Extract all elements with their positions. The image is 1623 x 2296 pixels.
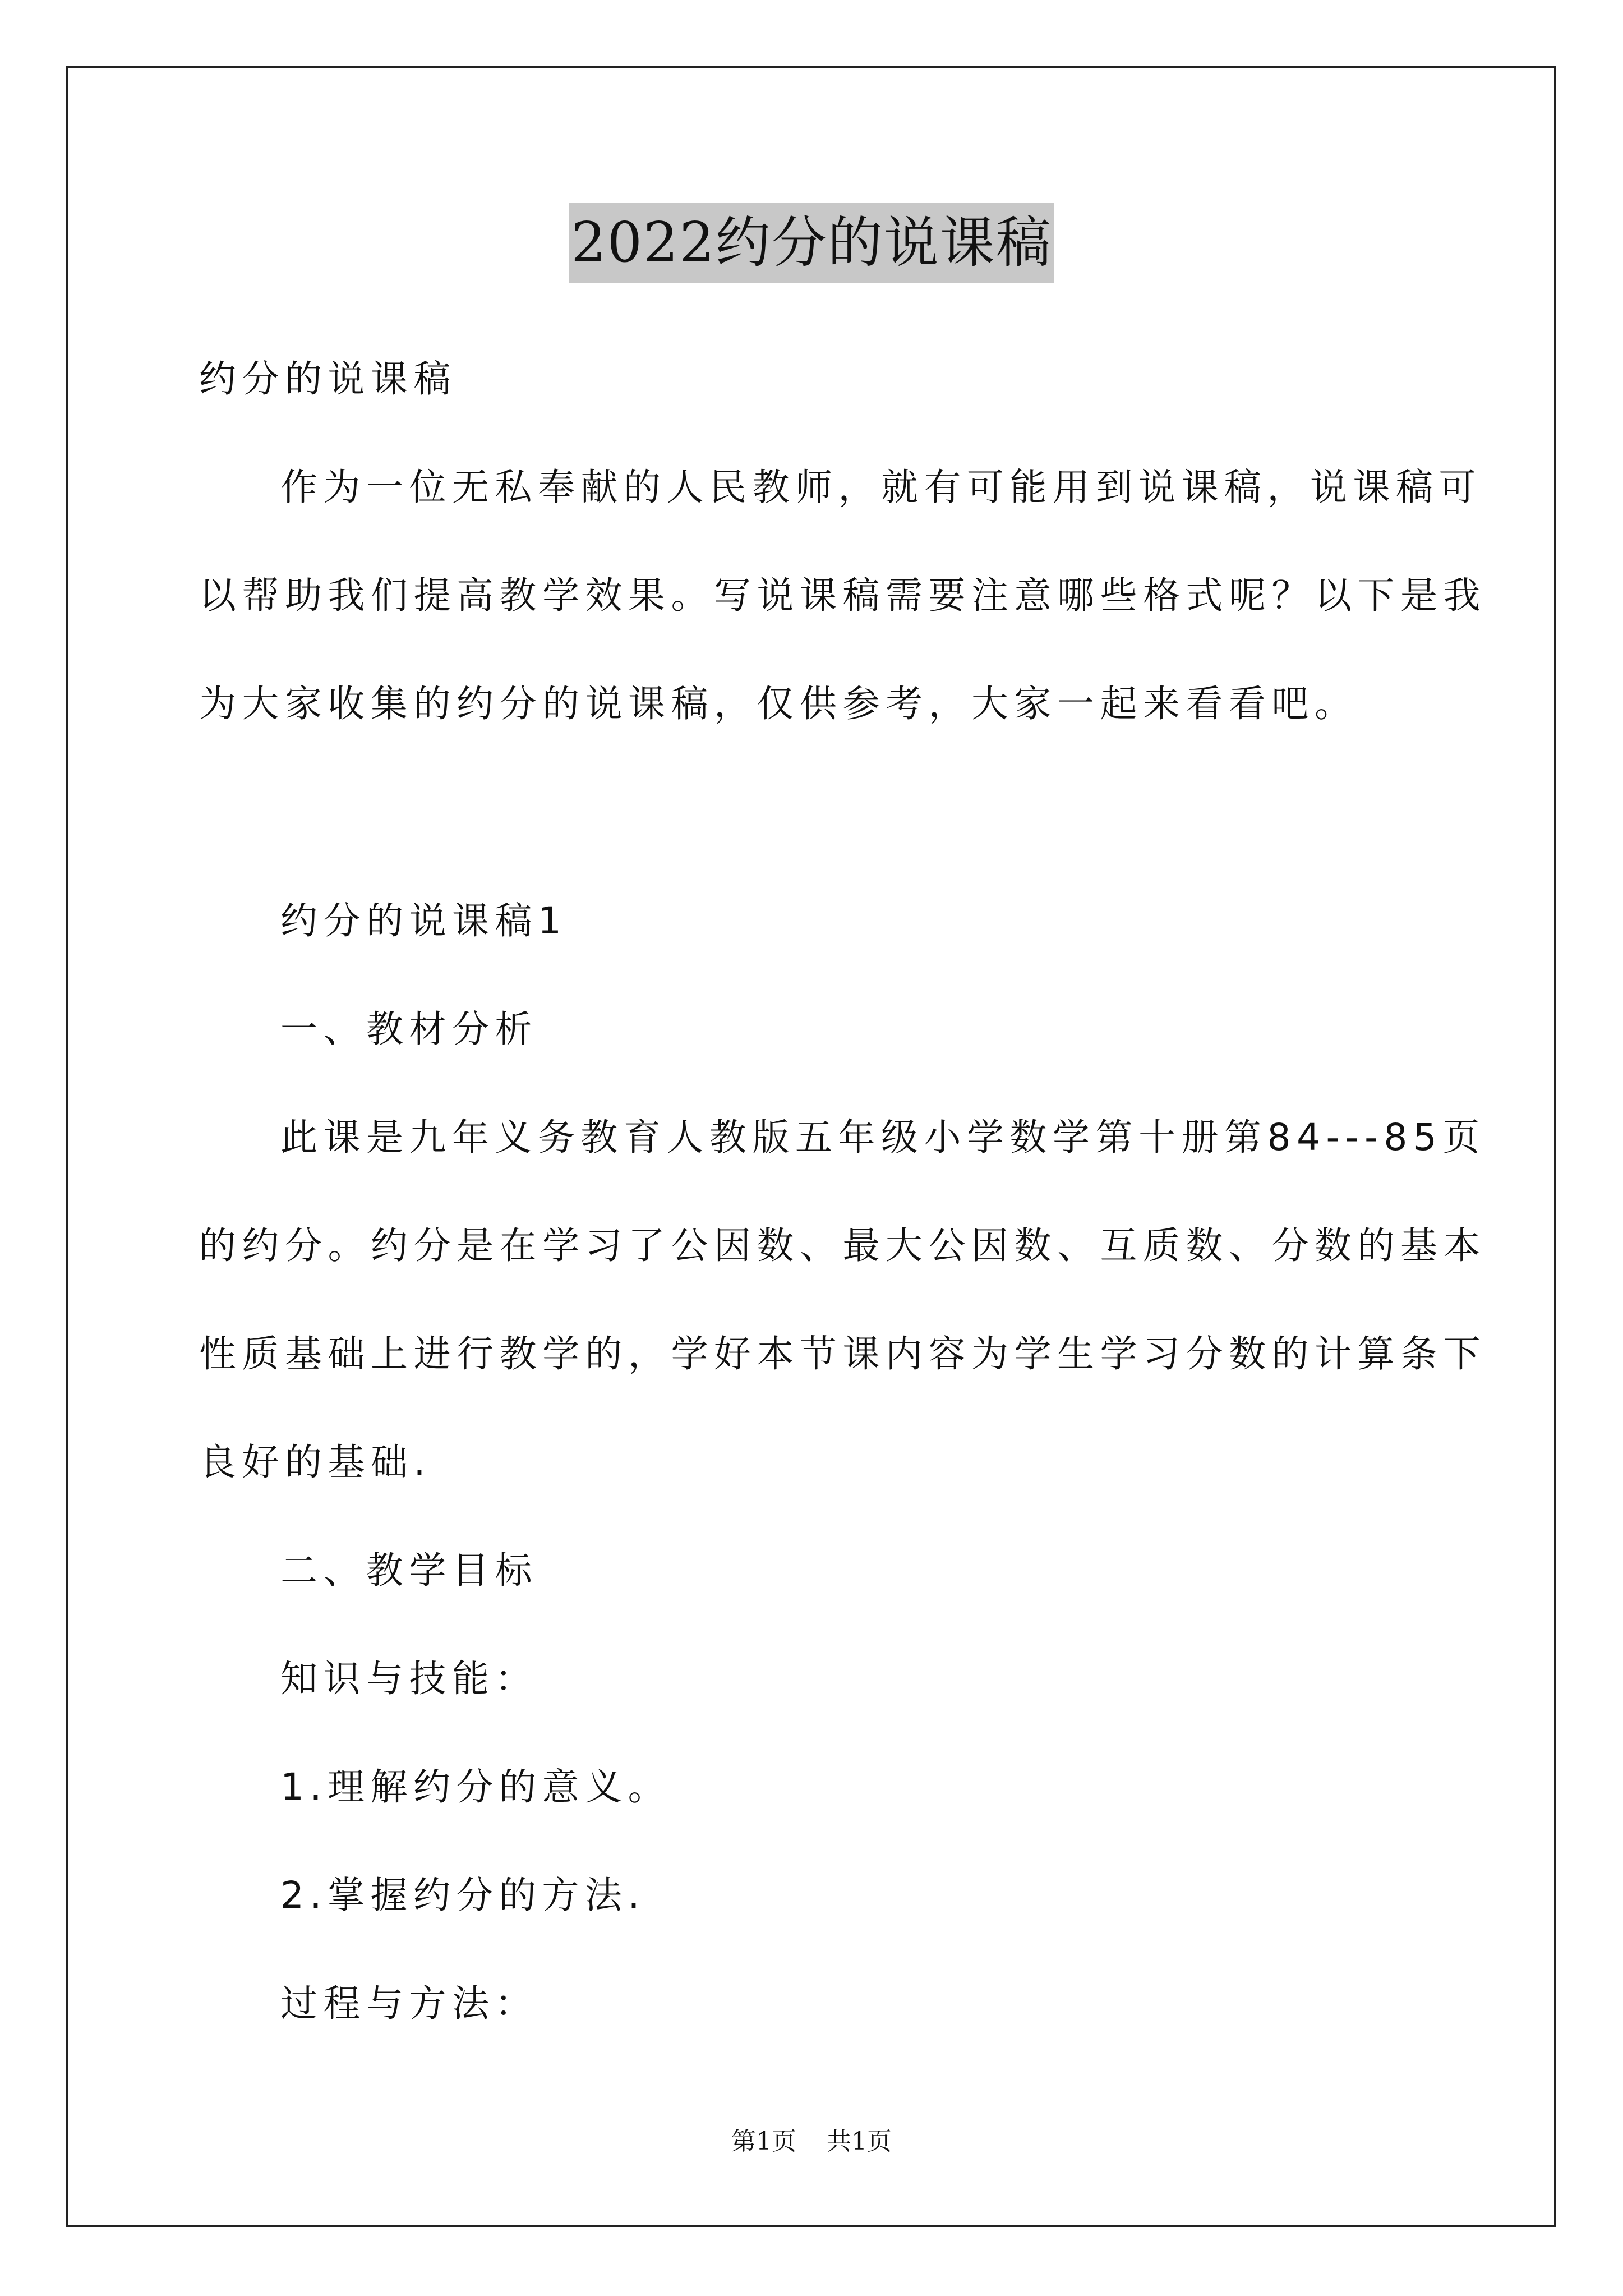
document-title: 2022约分的说课稿 [569,203,1054,283]
paragraph-line: 的约分。约分是在学习了公因数、最大公因数、互质数、分数的基本 [199,1224,1486,1267]
paragraph-line: 以帮助我们提高教学效果。写说课稿需要注意哪些格式呢？以下是我 [199,574,1486,617]
paragraph-line: 作为一位无私奉献的人民教师，就有可能用到说课稿，说课稿可 [280,466,1482,509]
paragraph-line: 过程与方法： [280,1982,538,2025]
paragraph-line: 知识与技能： [280,1657,538,1700]
paragraph-line: 此课是九年义务教育人教版五年级小学数学第十册第84---85页 [280,1116,1486,1159]
page-total: 共1页 [827,2127,892,2156]
document-subtitle: 约分的说课稿 [199,357,457,401]
title-container [0,203,1623,283]
paragraph-line: 为大家收集的约分的说课稿，仅供参考，大家一起来看看吧。 [199,682,1358,725]
page-number: 第1页 [731,2127,796,2156]
list-item: 1.理解约分的意义。 [280,1765,671,1809]
paragraph-line: 性质基础上进行教学的，学好本节课内容为学生学习分数的计算条下 [199,1332,1486,1375]
page-footer [0,2126,1623,2157]
section-heading: 一、教材分析 [280,1007,538,1051]
section-heading: 约分的说课稿1 [280,899,568,942]
section-heading: 二、教学目标 [280,1549,538,1592]
list-item: 2.掌握约分的方法. [280,1874,645,1917]
paragraph-line: 良好的基础. [199,1441,431,1484]
